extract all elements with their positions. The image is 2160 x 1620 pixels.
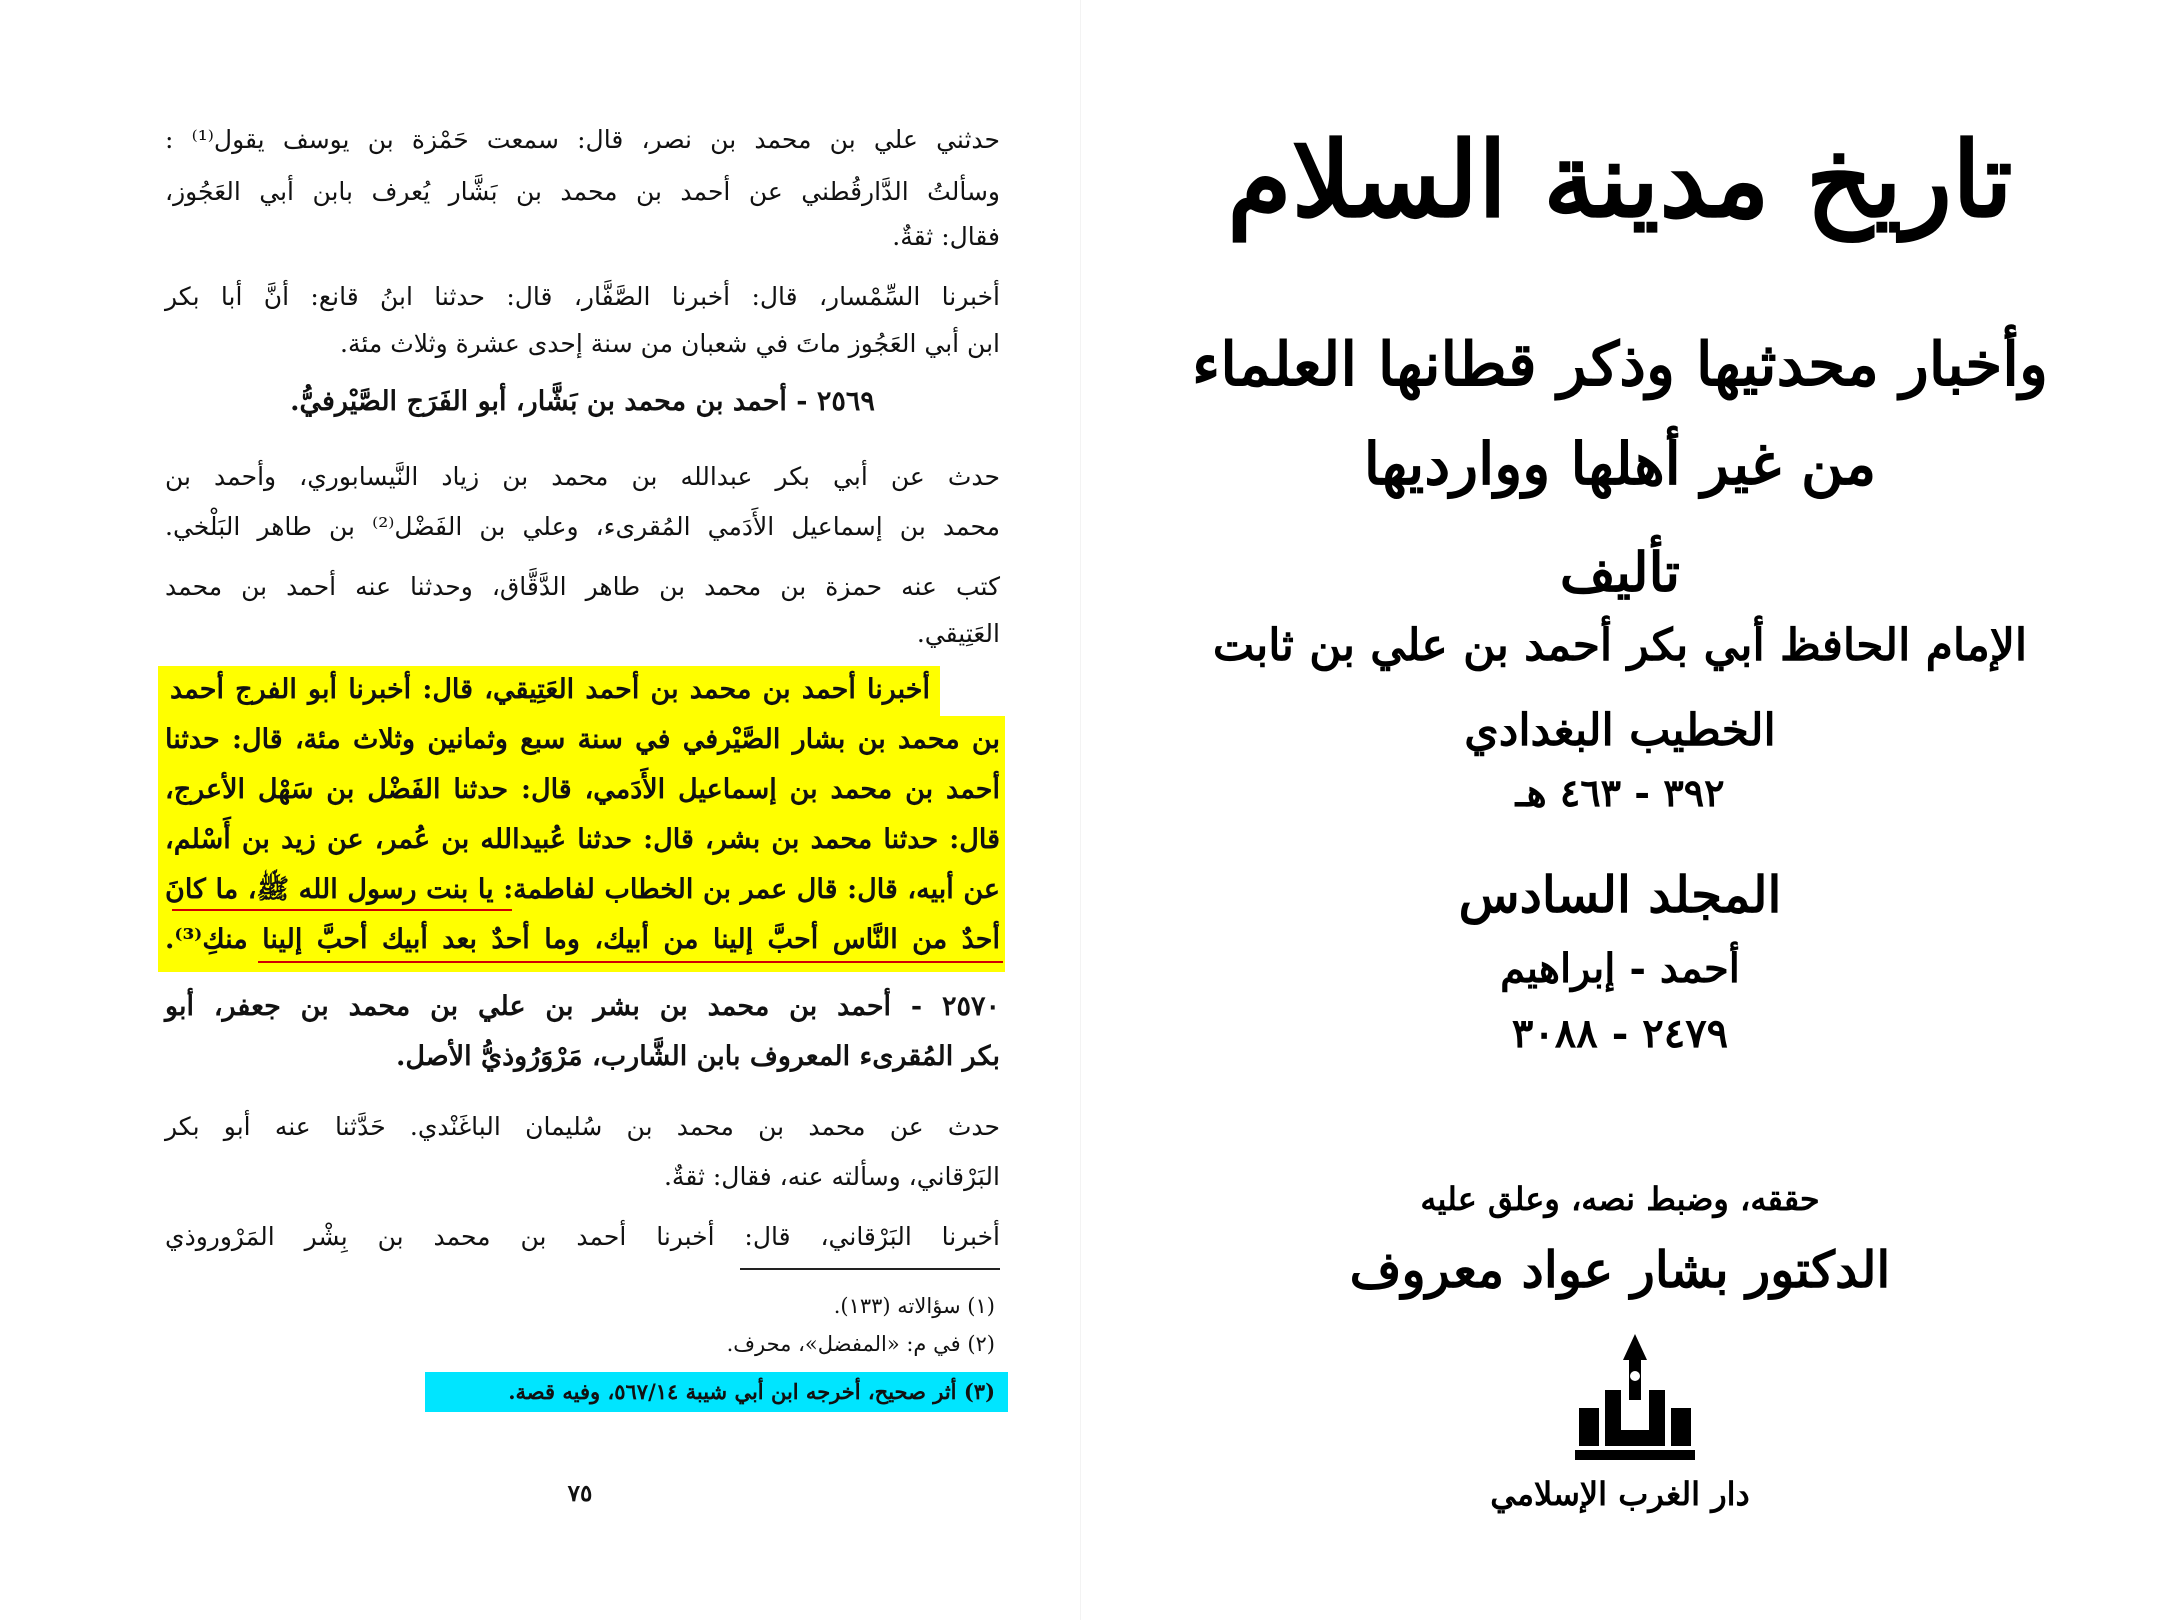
page-number: ٧٥ [567,1480,593,1507]
footnote-2: (٢) في م: «المفضل»، محرف. [726,1332,995,1356]
publisher-logo-icon [1565,1330,1705,1470]
footnote-rule [740,1268,1000,1270]
highlight-line3: أحمد بن محمد بن إسماعيل الأَدَمي، قال: حدثنا الفَضْل بن سَهْل الأعرج، [165,774,1000,805]
editor-role: حققه، وضبط نصه، وعلق عليه [1420,1180,1820,1218]
para4-line2: العَتِيقي. [916,619,1000,648]
para1-line1: حدثني علي بن محمد بن نصر، قال: سمعت حَمْزة بن يوسف يقول⁽¹⁾ : [165,125,1000,154]
highlight-line6: أحدٌ من النَّاس أحبَّ إلينا من أبيك، وما أحدٌ بعد أبيك أحبَّ إلينا منكِ⁽³⁾. [165,924,1000,955]
para3-line1: حدث عن أبي بكر عبدالله بن محمد بن زياد النَّيسابوري، وأحمد بن [165,462,1000,491]
red-underline-1 [172,909,512,911]
footnote-1: (١) سؤالاته (١٣٣). [833,1294,995,1318]
entry-2570-line2: بكر المُقرىء المعروف بابن الشَّارب، مَرْوَرُوذيُّ الأصل. [395,1041,1000,1072]
author-years: ٣٩٢ - ٤٦٣ هـ [1515,770,1725,815]
highlight-line4: قال: حدثنا محمد بن بشر، قال: حدثنا عُبيدالله بن عُمر، عن زيد بن أَسْلم، [165,824,1000,855]
para6-line1: أخبرنا البَرْقاني، قال: أخبرنا أحمد بن محمد بن بِشْر المَرْوروذي [165,1222,1000,1251]
author-nisba: الخطيب البغدادي [1464,705,1776,756]
editor-name: الدكتور بشار عواد معروف [1349,1240,1891,1299]
para1-line3: فقال: ثقةٌ. [892,222,1000,251]
subtitle-line1: وأخبار محدثيها وذكر قطانها العلماء [1192,330,2048,400]
para4-line1: كتب عنه حمزة بن محمد بن طاهر الدَّقَّاق، وحدثنا عنه أحمد بن محمد [165,572,1000,601]
title-page [1080,0,2160,1620]
volume-label: المجلد السادس [1458,865,1782,924]
book-title: تاريخ مدينة السلام [1227,118,2013,241]
author-name: الإمام الحافظ أبي بكر أحمد بن علي بن ثابت [1212,620,2028,671]
subtitle-line2: من غير أهلها ووارديها [1363,430,1877,498]
entry-2570-line1: ٢٥٧٠ - أحمد بن محمد بن بشر بن علي بن محمد بن جعفر، أبو [165,991,1000,1022]
highlight-line2: بن محمد بن بشار الصَّيْرفي في سنة سبع وثمانين وثلاث مئة، قال: حدثنا [165,724,1000,755]
highlight-indent-notch [940,666,1015,716]
names-range: أحمد - إبراهيم [1500,945,1740,992]
publisher-name: دار الغرب الإسلامي [1490,1475,1750,1513]
para5-line1: حدث عن محمد بن محمد بن سُليمان الباغَنْدي. حَدَّثنا عنه أبو بكر [165,1112,1000,1141]
para3-line2: محمد بن إسماعيل الأَدَمي المُقرىء، وعلي بن الفَضْل⁽²⁾ بن طاهر البَلْخي. [165,512,1000,541]
para5-line2: البَرْقاني، وسألته عنه، فقال: ثقةٌ. [663,1162,1000,1191]
highlight-line5: عن أبيه، قال: قال عمر بن الخطاب لفاطمة: يا بنت رسول الله ﷺ، ما كانَ [165,874,1000,905]
footnote-3: (٣) أثر صحيح، أخرجه ابن أبي شيبة ٥٦٧/١٤، وفيه قصة. [508,1379,995,1404]
para2-line1: أخبرنا السِّمْسار، قال: أخبرنا الصَّفَّار، قال: حدثنا ابنُ قانع: أنَّ أبا بكر [165,282,1000,311]
red-underline-2 [258,961,1003,963]
entry-numbers-range: ٢٤٧٩ - ٣٠٨٨ [1511,1010,1729,1057]
para1-line2: وسألتُ الدَّارقُطني عن أحمد بن محمد بن بَشَّار يُعرف بابن أبي العَجُوز، [165,177,1000,206]
authorship-label: تأليف [1559,540,1681,604]
entry-2569-heading: ٢٥٦٩ - أحمد بن محمد بن بَشَّار، أبو الفَرَج الصَّيْرفيُّ. [290,386,875,417]
para2-line2: ابن أبي العَجُوز ماتَ في شعبان من سنة إحدى عشرة وثلاث مئة. [340,329,1000,358]
highlight-line1: أخبرنا أحمد بن محمد بن أحمد العَتِيقي، قال: أخبرنا أبو الفرج أحمد [170,674,930,705]
